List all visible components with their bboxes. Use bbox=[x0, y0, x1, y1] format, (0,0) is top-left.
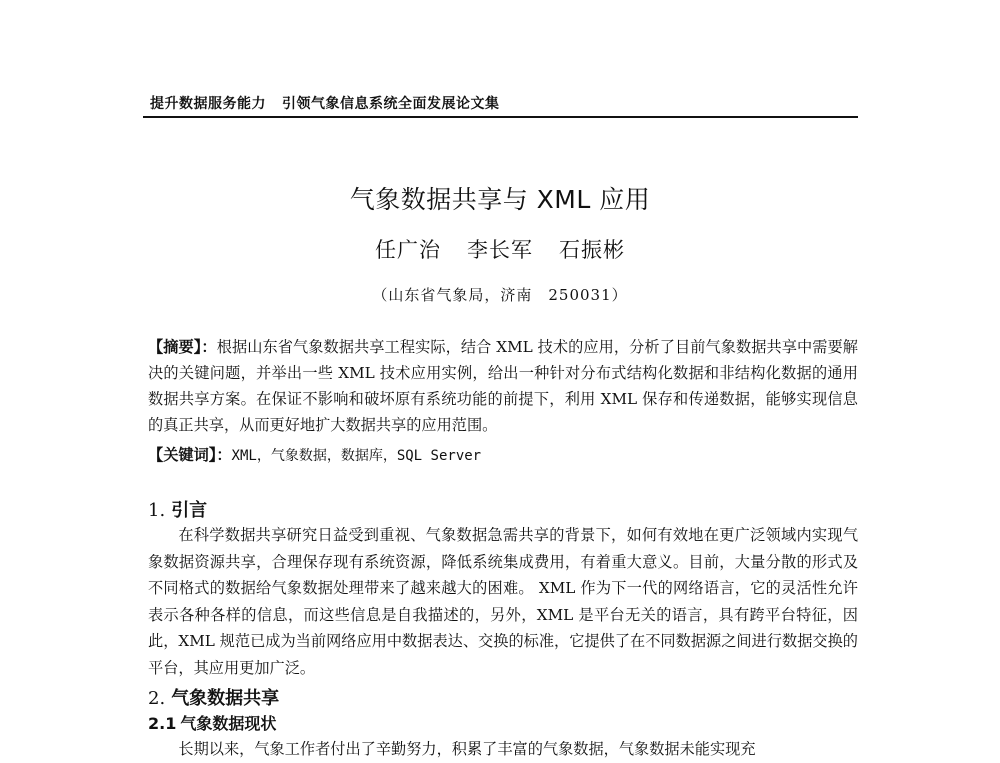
keywords bbox=[148, 442, 858, 469]
keywords-text: XML，气象数据，数据库，SQL Server bbox=[231, 448, 482, 464]
author: 李长军 bbox=[467, 238, 533, 262]
running-header-right: 引领气象信息系统全面发展论文集 bbox=[282, 96, 500, 112]
affiliation: （山东省气象局，济南 250031） bbox=[372, 286, 628, 304]
author: 任广治 bbox=[375, 238, 441, 262]
section-number: 2. bbox=[148, 688, 166, 709]
section-title: 气象数据共享 bbox=[171, 688, 280, 709]
subsection-heading-data-status bbox=[148, 711, 276, 734]
subsection-number: 2.1 bbox=[148, 714, 177, 733]
abstract-label: 【摘要】： bbox=[148, 338, 217, 356]
keywords-label: 【关键词】： bbox=[148, 446, 232, 464]
author: 石振彬 bbox=[559, 238, 625, 262]
section-title: 引言 bbox=[171, 500, 208, 521]
running-header-left: 提升数据服务能力 bbox=[150, 96, 266, 112]
data-status-paragraph: 长期以来，气象工作者付出了辛勤努力，积累了丰富的气象数据，气象数据未能实现充 bbox=[178, 740, 756, 758]
section-heading-data-sharing bbox=[148, 684, 279, 710]
author-list bbox=[0, 234, 1000, 264]
abstract bbox=[148, 334, 858, 438]
subsection-title: 气象数据现状 bbox=[180, 714, 277, 733]
header-rule bbox=[143, 116, 858, 118]
introduction-paragraph: 在科学数据共享研究日益受到重视、气象数据急需共享的背景下，如何有效地在更广泛领域内实现气象数据资源共享，合理保存现有系统资源，降低系统集成费用，有着重大意义。目前，大量分散的形式及不同格式的数据给气象数据处理带来了越来越大的困难。 XML 作为下一代的网络语言，它的灵活性允许表示各种各样的信息，而这些信息是自我描述的，另外，XML 是平台无关的语言，具有跨平台特征，因此，XML 规范已成为当前网络应用中数据表达、交换的标准，它提供了在不同数据源之间进行数据交换的平台，其应用更加广泛。 bbox=[148, 526, 858, 677]
running-header bbox=[150, 93, 500, 113]
section-number: 1. bbox=[148, 500, 166, 521]
section-heading-introduction bbox=[148, 496, 207, 522]
paper-title: 气象数据共享与 XML 应用 bbox=[349, 185, 651, 214]
abstract-text: 根据山东省气象数据共享工程实际，结合 XML 技术的应用，分析了目前气象数据共享中需要解决的关键问题，并举出一些 XML 技术应用实例，给出一种针对分布式结构化数据和非结构化数据的通用数据共享方案。在保证不影响和破坏原有系统功能的前提下，利用 XML 保存和传递数据，能够实现信息的真正共享，从而更好地扩大数据共享的应用范围。 bbox=[148, 338, 858, 434]
